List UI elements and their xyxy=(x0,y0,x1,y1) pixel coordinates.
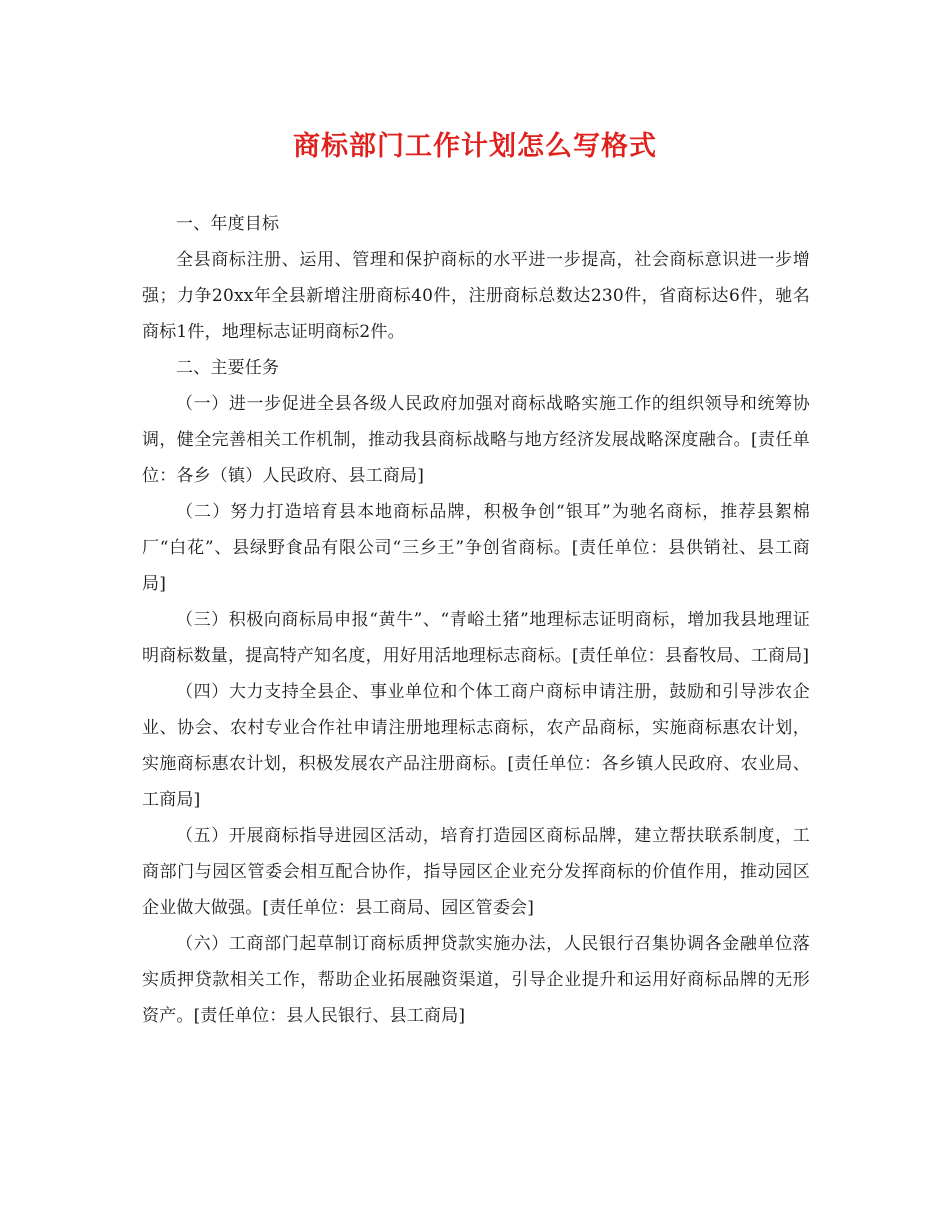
paragraph-annual-goals: 全县商标注册、运用、管理和保护商标的水平进一步提高，社会商标意识进一步增强；力争20xx年全县新增注册商标40件，注册商标总数达230件，省商标达6件，驰名商标1件，地理标志证明商标2件。 xyxy=(142,250,810,342)
paragraph-task-6: （六）工商部门起草制订商标质押贷款实施办法，人民银行召集协调各金融单位落实质押贷款相关工作，帮助企业拓展融资渠道，引导企业提升和运用好商标品牌的无形资产。[责任单位：县人民银行、县工商局] xyxy=(142,934,810,1026)
paragraph-task-5: （五）开展商标指导进园区活动，培育打造园区商标品牌，建立帮扶联系制度，工商部门与园区管委会相互配合协作，指导园区企业充分发挥商标的价值作用，推动园区企业做大做强。[责任单位：县工商局、园区管委会] xyxy=(142,826,810,918)
paragraph-task-4: （四）大力支持全县企、事业单位和个体工商户商标申请注册，鼓励和引导涉农企业、协会、农村专业合作社申请注册地理标志商标，农产品商标，实施商标惠农计划，实施商标惠农计划，积极发展农产品注册商标。[责任单位：各乡镇人民政府、农业局、工商局] xyxy=(142,682,810,810)
document-title: 商标部门工作计划怎么写格式 xyxy=(293,131,657,162)
section-heading-main-tasks: 二、主要任务 xyxy=(176,358,280,378)
paragraph-task-1: （一）进一步促进全县各级人民政府加强对商标战略实施工作的组织领导和统筹协调，健全完善相关工作机制，推动我县商标战略与地方经济发展战略深度融合。[责任单位：各乡（镇）人民政府、县工商局] xyxy=(142,394,810,486)
section-heading-annual-goals: 一、年度目标 xyxy=(176,214,280,234)
paragraph-task-3: （三）积极向商标局申报“黄牛”、“青峪土猪”地理标志证明商标，增加我县地理证明商标数量，提高特产知名度，用好用活地理标志商标。[责任单位：县畜牧局、工商局] xyxy=(142,610,810,666)
paragraph-task-2: （二）努力打造培育县本地商标品牌，积极争创“银耳”为驰名商标，推荐县絮棉厂“白花”、县绿野食品有限公司“三乡王”争创省商标。[责任单位：县供销社、县工商局] xyxy=(142,502,810,594)
document-body xyxy=(142,206,810,1034)
